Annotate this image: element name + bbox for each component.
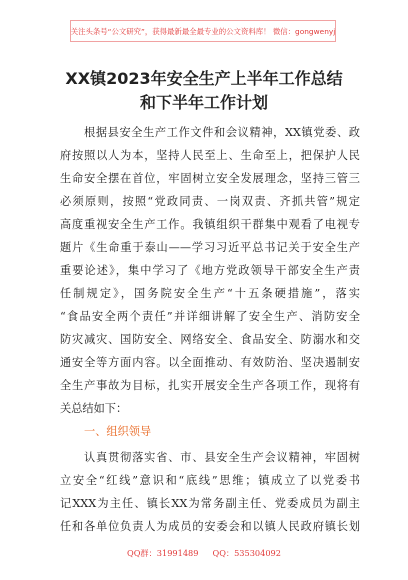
paragraph-line: 必须原则，按照“党政同责、一岗双责、齐抓共管”规定 (60, 195, 360, 208)
paragraph-line: 任制规定》，国务院安全生产“十五条硬措施”，落实 (60, 287, 360, 300)
document-title-line-2: 和下半年工作计划 (139, 93, 268, 112)
paragraph-line: “食品安全两个责任”并详细讲解了安全生产、消防安全 (60, 310, 360, 323)
paragraph-line: 关总结如下： (60, 402, 128, 415)
paragraph-line: 认真贯彻落实省、市、县安全生产会议精神，牢固树 (84, 451, 360, 464)
paragraph-line: 根据县安全生产工作文件和会议精神，XX镇党委、政 (84, 126, 360, 139)
paragraph-line: 全生产事故为目标，扎实开展安全生产各项工作，现将有 (60, 379, 360, 392)
paragraph-line: 题片《生命重于泰山——学习习近平总书记关于安全生产 (60, 241, 360, 254)
paragraph-line: 高度重视安全生产工作。我镇组织干群集中观看了电视专 (60, 218, 360, 231)
paragraph-line: 任和各单位负责人为成员的安委会和以镇人民政府镇长划 (60, 520, 360, 533)
paragraph-line: 通安全等方面内容。以全面推动、有效防治、坚决遏制安 (60, 356, 360, 369)
paragraph-line: 立安全“红线”意识和“底线”思维；镇成立了以党委书 (60, 474, 360, 487)
document-title-line-1: XX镇2023年安全生产上半年工作总结 (65, 69, 343, 88)
paragraph-line: 重要论述》，集中学习了《地方党政领导干部安全生产责 (60, 264, 360, 277)
qq-text: QQ：535304092 (212, 548, 281, 558)
contact-footer (0, 548, 408, 559)
paragraph-line: 防灾减灾、国防安全、网络安全、食品安全、防溺水和交 (60, 333, 360, 346)
promo-banner: 关注头条号“公文研究”，获得最新最全最专业的公文资料库！ 微信：gongwenyj (70, 20, 336, 42)
paragraph-line: 府按照以人为本，坚持人民至上、生命至上，把保护人民 (60, 149, 360, 162)
qq-group-text: QQ群：31991489 (127, 548, 199, 558)
paragraph-line: 生命安全摆在首位，牢固树立安全发展理念，坚持三管三 (60, 172, 360, 185)
section-heading: 一、组织领导 (84, 425, 152, 438)
paragraph-line: 记XXX为主任、镇长XX为常务副主任、党委成员为副主 (60, 497, 360, 510)
